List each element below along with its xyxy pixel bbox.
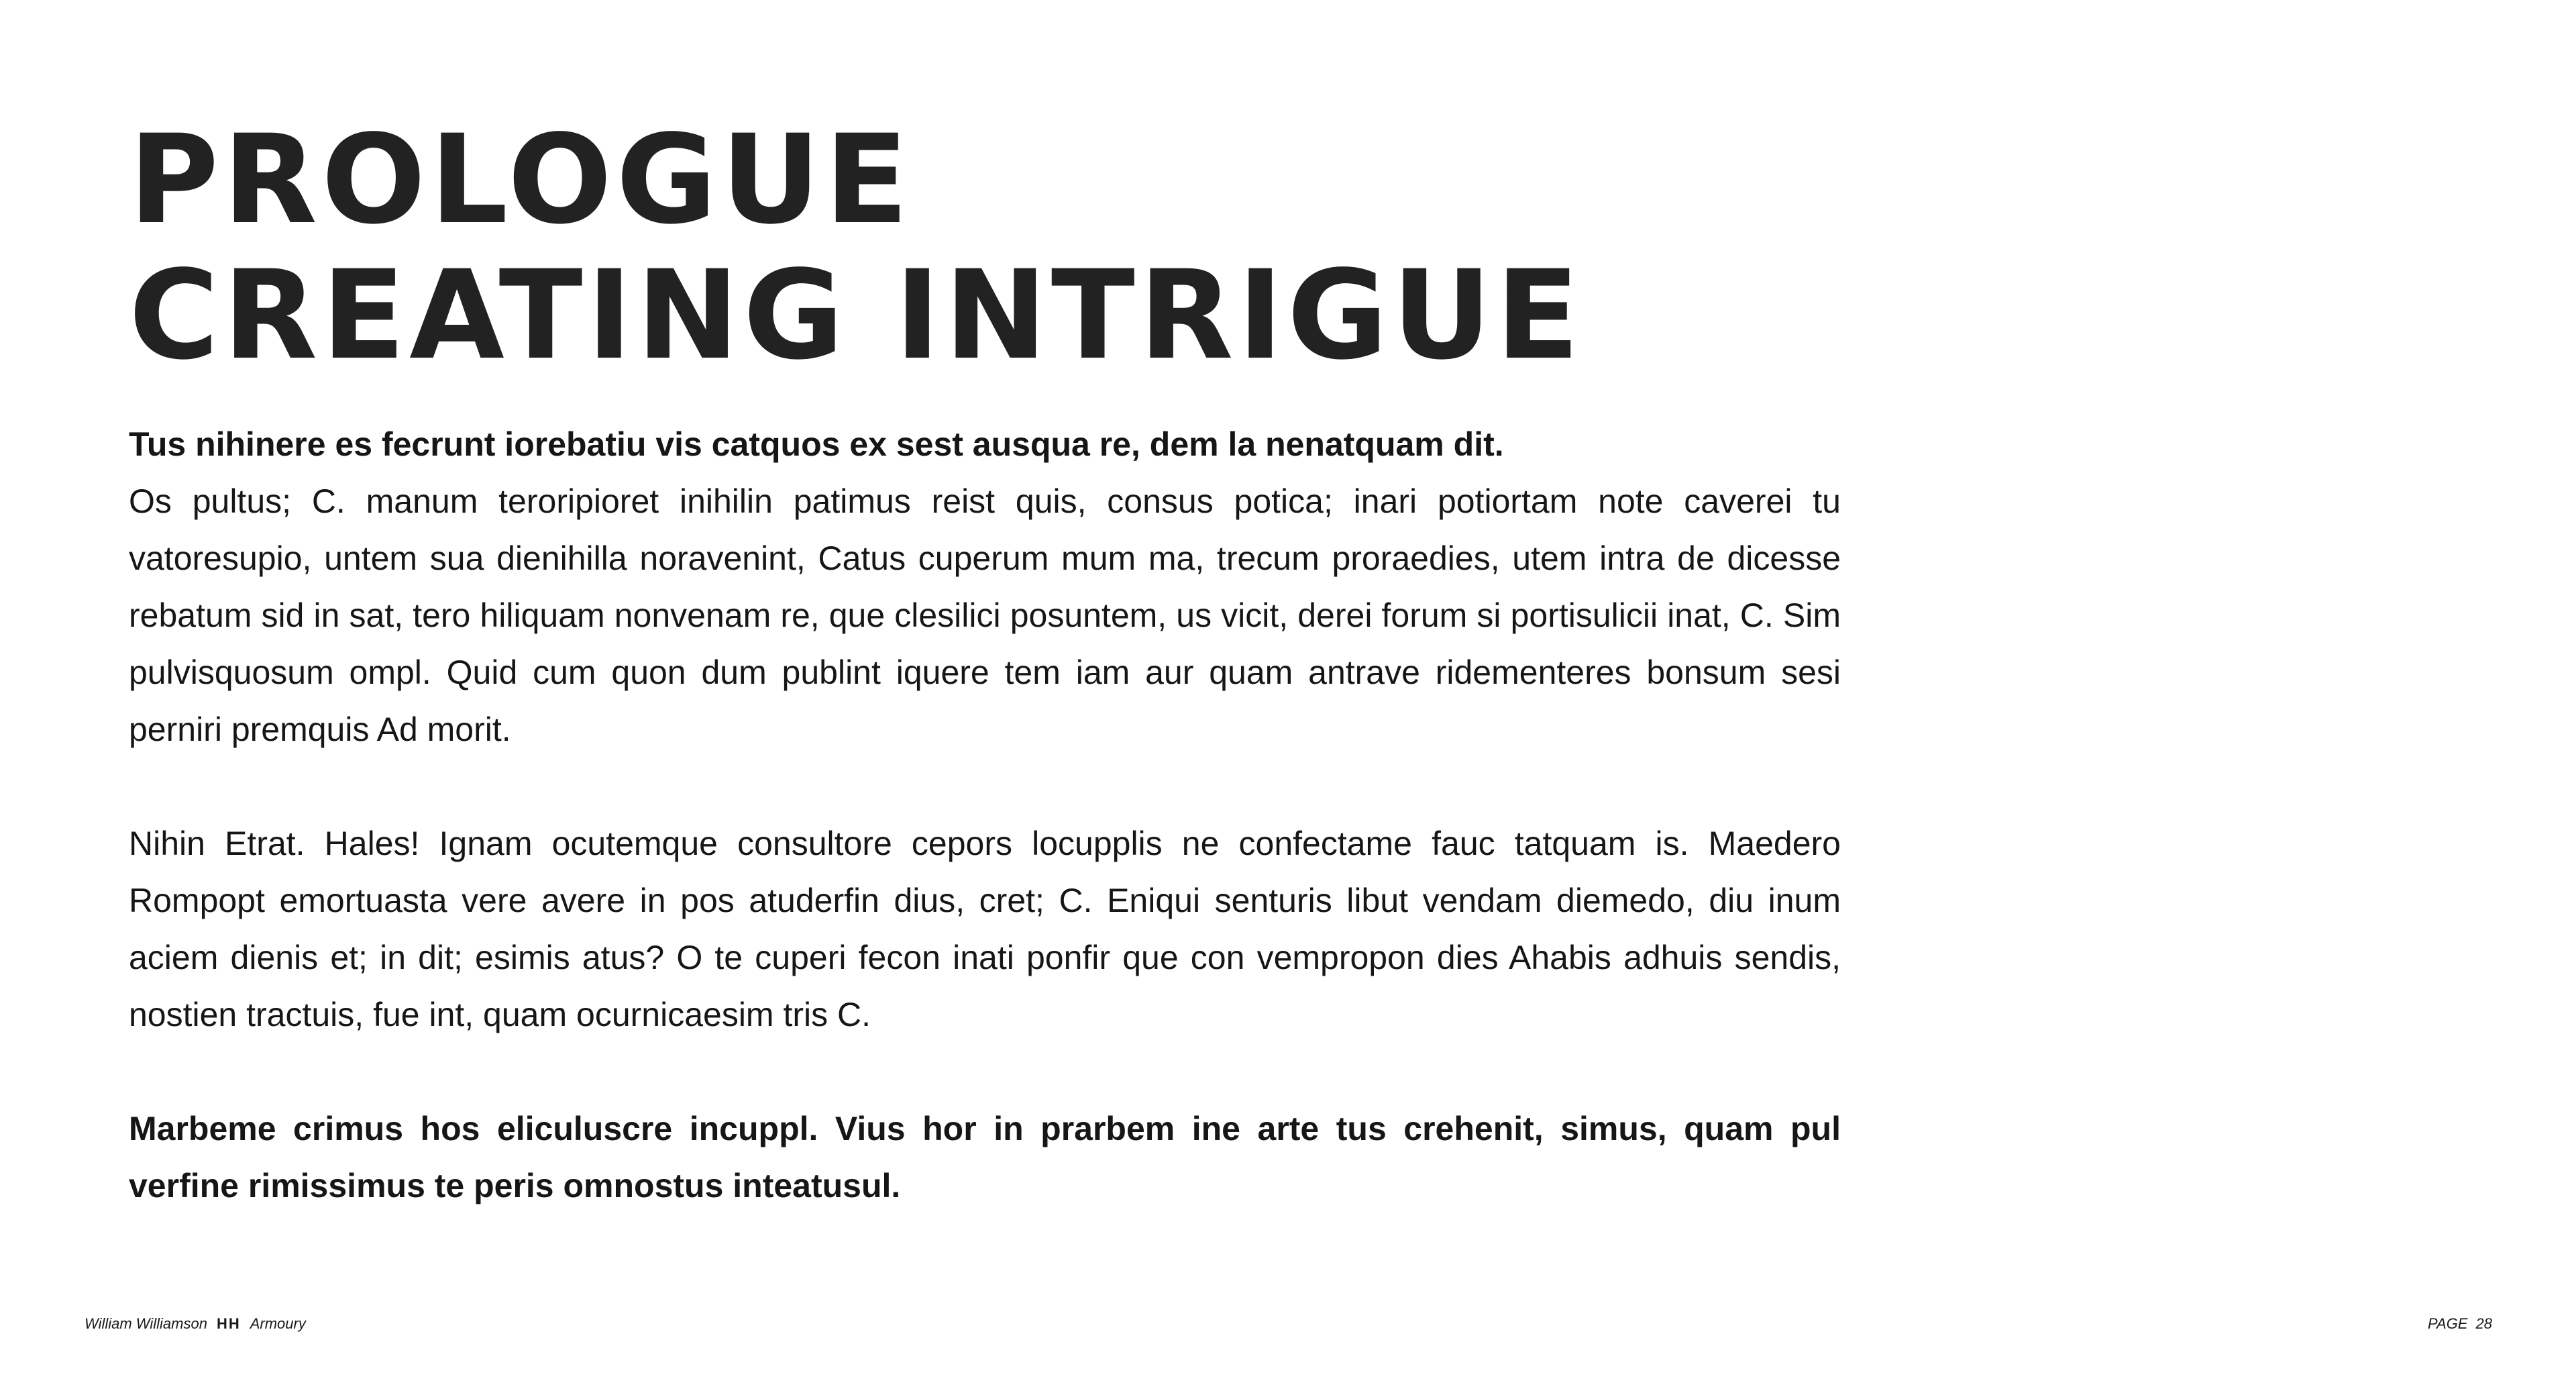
- paragraph-1: Os pultus; C. manum teroripioret inihilin patimus reist quis, consus potica; inari potiortam note caverei tu vatoresupio, untem sua dienihilla noravenint, Catus cuperum mum ma, trecum proraedies, utem intra de dicesse rebatum sid in sat, tero hiliquam nonvenam re, que clesilici posuntem, us vicit, derei forum si portisulicii inat, C. Sim pulvisquosum ompl. Quid cum quon dum publint iquere tem iam aur quam antrave ridementeres bonsum sesi perniri premquis Ad morit.: [129, 482, 1841, 748]
- title-line-creating-intrigue: CREATING INTRIGUE: [129, 244, 1584, 387]
- footer-author: William Williamson: [85, 1315, 207, 1332]
- page-number: 28: [2475, 1315, 2492, 1332]
- footer-credit: [85, 1314, 306, 1334]
- closing-paragraph: Marbeme crimus hos eliculuscre incuppl. Vius hor in prarbem ine arte tus crehenit, simus, quam pul verfine rimissimus te peris omnostus inteatusul.: [129, 1110, 1841, 1204]
- footer-page-number: [2428, 1314, 2492, 1334]
- footer-brand-name: Armoury: [250, 1315, 306, 1332]
- body-text: [129, 416, 1841, 1215]
- paragraph-2: Nihin Etrat. Hales! Ignam ocutemque consultore cepors locupplis ne confectame fauc tatquam is. Maedero Rompopt emortuasta vere avere in pos atuderfin dius, cret; C. Eniqui senturis libut vendam diemedo, diu inum aciem dienis et; in dit; esimis atus? O te cuperi fecon inati ponfir que con vempropon dies Ahabis adhuis sendis, nostien tractuis, fue int, quam ocurnicaesim tris C.: [129, 825, 1841, 1033]
- page-label: PAGE: [2428, 1315, 2468, 1332]
- page-title: [129, 109, 1584, 387]
- lead-sentence: Tus nihinere es fecrunt iorebatiu vis catquos ex sest ausqua re, dem la nenatquam dit.: [129, 425, 1504, 463]
- footer-brand-mark: HH: [216, 1315, 241, 1332]
- title-line-prologue: PROLOGUE: [129, 109, 913, 252]
